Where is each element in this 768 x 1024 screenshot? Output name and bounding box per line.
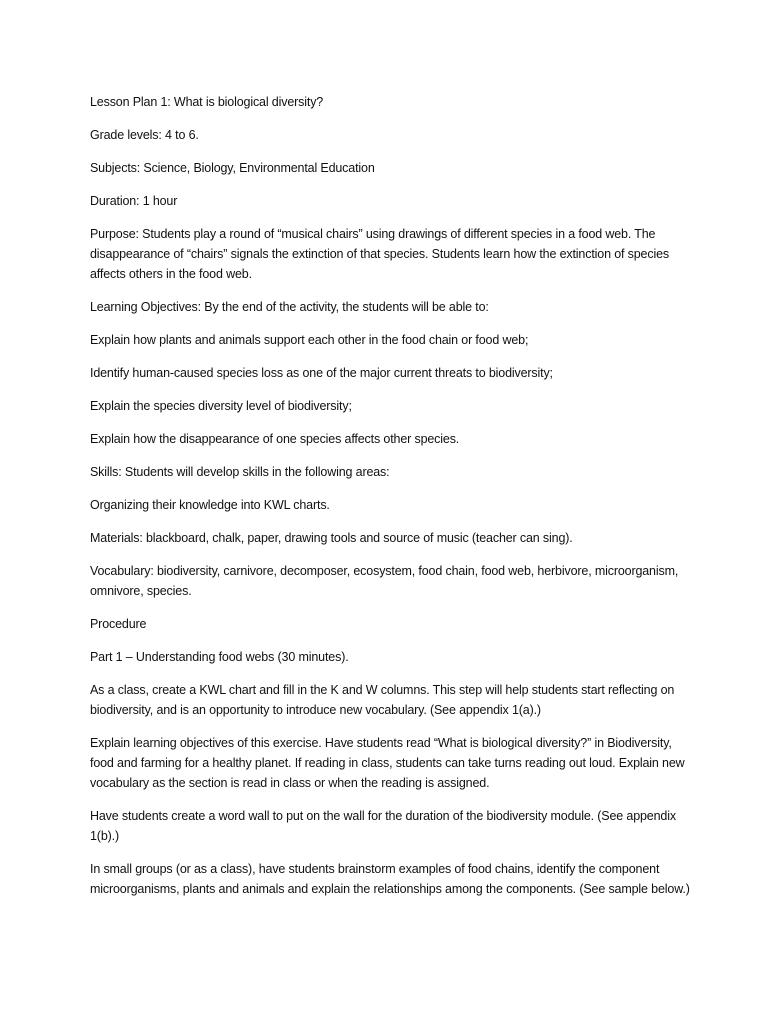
document-body	[90, 92, 690, 912]
subjects: Subjects: Science, Biology, Environmental Education	[90, 161, 375, 175]
materials: Materials: blackboard, chalk, paper, drawing tools and source of music (teacher can sing).	[90, 531, 573, 545]
purpose: Purpose: Students play a round of “musical chairs” using drawings of different species in a food web. The disappearance of “chairs” signals the extinction of that species. Students learn how the extinction of species affects others in the food web.	[90, 227, 669, 281]
part-1-heading: Part 1 – Understanding food webs (30 minutes).	[90, 650, 349, 664]
procedure-heading: Procedure	[90, 617, 147, 631]
grade-levels: Grade levels: 4 to 6.	[90, 128, 199, 142]
procedure-step: In small groups (or as a class), have students brainstorm examples of food chains, identify the component microorganisms, plants and animals and explain the relationships among the components. (See sample below.)	[90, 862, 690, 896]
objective-item: Explain the species diversity level of biodiversity;	[90, 399, 352, 413]
objective-item: Identify human-caused species loss as one of the major current threats to biodiversity;	[90, 366, 553, 380]
procedure-step: Explain learning objectives of this exercise. Have students read “What is biological diversity?” in Biodiversity, food and farming for a healthy planet. If reading in class, students can take turns reading out loud. Explain new vocabulary as the section is read in class or when the reading is assigned.	[90, 736, 685, 790]
objective-item: Explain how plants and animals support each other in the food chain or food web;	[90, 333, 529, 347]
procedure-step: Have students create a word wall to put on the wall for the duration of the biodiversity module. (See appendix 1(b).)	[90, 809, 676, 843]
skills-heading: Skills: Students will develop skills in the following areas:	[90, 465, 390, 479]
duration: Duration: 1 hour	[90, 194, 178, 208]
lesson-title: Lesson Plan 1: What is biological diversity?	[90, 95, 324, 109]
procedure-step: As a class, create a KWL chart and fill in the K and W columns. This step will help students start reflecting on biodiversity, and is an opportunity to introduce new vocabulary. (See appendix 1(a).)	[90, 683, 675, 717]
skill-item: Organizing their knowledge into KWL charts.	[90, 498, 330, 512]
vocabulary: Vocabulary: biodiversity, carnivore, decomposer, ecosystem, food chain, food web, herbivore, microorganism, omnivore, species.	[90, 564, 679, 598]
objective-item: Explain how the disappearance of one species affects other species.	[90, 432, 460, 446]
learning-objectives-heading: Learning Objectives: By the end of the activity, the students will be able to:	[90, 300, 489, 314]
